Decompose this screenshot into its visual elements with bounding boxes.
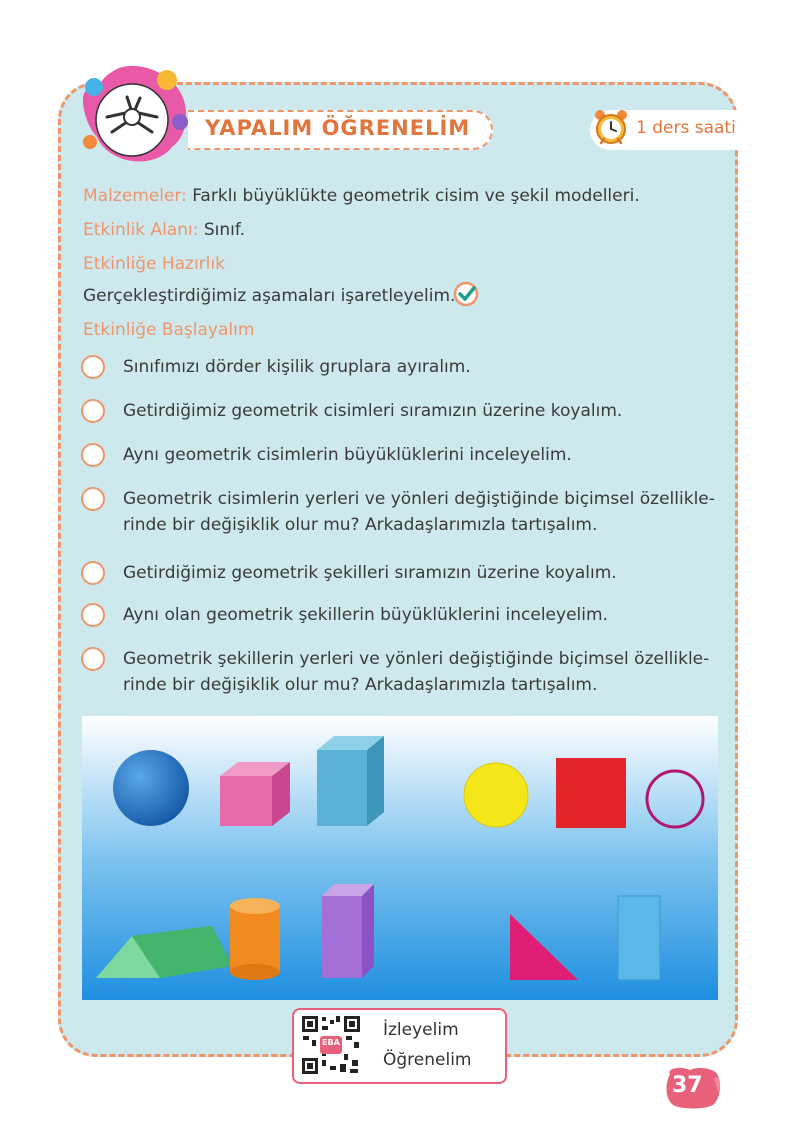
qr-line-2: Öğrenelim (383, 1050, 472, 1070)
area-label: Etkinlik Alanı: (83, 220, 199, 240)
step-checkbox-7[interactable] (81, 647, 105, 671)
eba-badge: EBA (322, 1038, 340, 1047)
materials-text: Farklı büyüklükte geometrik cisim ve şekil modelleri. (192, 186, 640, 206)
start-heading: Etkinliğe Başlayalım (83, 320, 255, 340)
alarm-clock-icon (593, 107, 629, 147)
area-line (83, 220, 245, 240)
sphere-icon (113, 750, 189, 826)
yellow-circle-icon (464, 763, 528, 827)
square-prism-icon (322, 884, 374, 978)
step-text-5: Getirdiğimiz geometrik şekilleri sıramızın üzerine koyalım. (123, 563, 617, 583)
checkmark-icon (453, 281, 479, 307)
duration-text: 1 ders saati (636, 118, 736, 138)
step-text-7: Geometrik şekillerin yerleri ve yönleri değiştiğinde biçimsel özellikle- rinde bir değişiklik olur mu? Arkadaşlarımızla tartışalım. (123, 649, 710, 695)
area-text: Sınıf. (203, 220, 246, 240)
step-checkbox-5[interactable] (81, 561, 105, 585)
materials-label: Malzemeler: (83, 186, 187, 206)
cylinder-icon (230, 898, 280, 980)
step-checkbox-4[interactable] (81, 487, 105, 511)
qr-line-1: İzleyelim (383, 1020, 459, 1040)
geometric-shapes-illustration (82, 716, 718, 1000)
preparation-heading: Etkinliğe Hazırlık (83, 254, 225, 274)
step-checkbox-2[interactable] (81, 399, 105, 423)
hands-together-logo-icon (72, 62, 192, 170)
page-number: 37 (672, 1073, 703, 1098)
page-title: YAPALIM ÖĞRENELİM (205, 116, 471, 140)
preparation-instruction: Gerçekleştirdiğimiz aşamaları işaretleyelim. (83, 286, 456, 306)
red-square-icon (556, 758, 626, 828)
step-text-3: Aynı geometrik cisimlerin büyüklüklerini inceleyelim. (123, 445, 572, 465)
step-checkbox-1[interactable] (81, 355, 105, 379)
step-text-6: Aynı olan geometrik şekillerin büyüklüklerini inceleyelim. (123, 605, 608, 625)
materials-line (83, 186, 640, 206)
blue-rectangle-icon (618, 896, 660, 980)
rectangular-prism-icon (317, 736, 384, 826)
step-text-4: Geometrik cisimlerin yerleri ve yönleri değiştiğinde biçimsel özellikle- rinde bir değişiklik olur mu? Arkadaşlarımızla tartışalım. (123, 489, 715, 535)
step-checkbox-6[interactable] (81, 603, 105, 627)
step-text-1: Sınıfımızı dörder kişilik gruplara ayıralım. (123, 357, 471, 377)
step-text-2: Getirdiğimiz geometrik cisimleri sıramızın üzerine koyalım. (123, 401, 623, 421)
step-checkbox-3[interactable] (81, 443, 105, 467)
cube-icon (220, 762, 290, 826)
